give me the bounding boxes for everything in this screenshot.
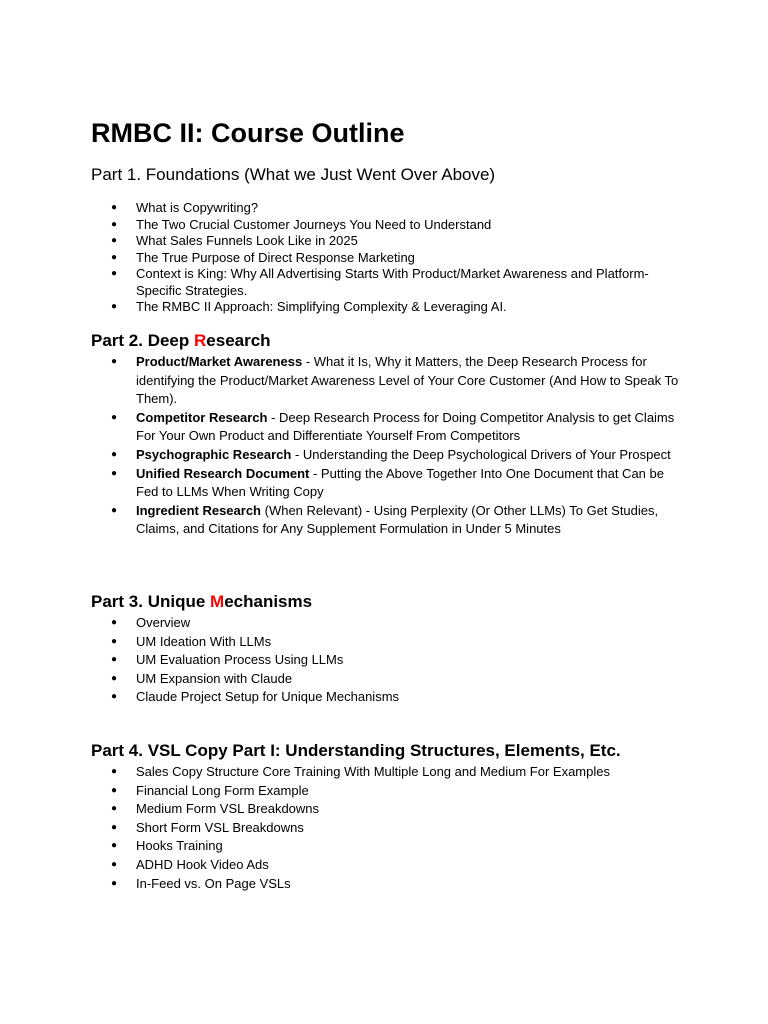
list-item <box>111 353 686 409</box>
list-item-text: The RMBC II Approach: Simplifying Complexity & Leveraging AI. <box>136 299 507 314</box>
part-4-list <box>111 763 686 893</box>
list-item <box>111 233 686 250</box>
list-item-text: - What it Is, Why it Matters, the Deep Research Process for identifying the Product/Market Awareness Level of Your Core Customer (And How to Speak To Them). <box>136 354 679 407</box>
list-item <box>111 651 686 670</box>
list-item-bold: Product/Market Awareness <box>136 354 303 369</box>
list-item <box>111 633 686 652</box>
list-item-text: Medium Form VSL Breakdowns <box>136 801 320 817</box>
list-item <box>111 670 686 689</box>
section-heading-part-1 <box>91 163 495 187</box>
section-heading-part-2-pre: Part 2. Deep <box>91 331 194 350</box>
list-item-text: What is Copywriting? <box>136 200 259 215</box>
list-item <box>111 782 686 801</box>
list-item <box>111 614 686 633</box>
list-item <box>111 266 686 299</box>
section-heading-part-4-text: Part 4. VSL Copy Part I: Understanding Structures, Elements, Etc. <box>91 741 621 760</box>
list-item <box>111 299 686 316</box>
list-item-text: ADHD Hook Video Ads <box>136 856 269 872</box>
list-item-text: - Deep Research Process for Doing Competitor Analysis to get Claims For Your Own Product and Differentiate Yourself From Competitors <box>136 409 675 444</box>
section-heading-part-3-pre: Part 3. Unique <box>91 592 211 611</box>
list-item-text: The True Purpose of Direct Response Marketing <box>136 249 415 265</box>
part-2-list <box>111 353 686 539</box>
list-item-text: Context is King: Why All Advertising Starts With Product/Market Awareness and Platform-Specific Strategies. <box>136 266 649 298</box>
section-heading-part-3-post: echanisms <box>224 592 313 611</box>
list-item-text: UM Ideation With LLMs <box>136 633 272 649</box>
list-item <box>111 800 686 819</box>
section-heading-part-3-accent: M <box>210 592 225 611</box>
section-heading-part-2-accent: R <box>194 331 207 350</box>
section-heading-part-1-text: Part 1. Foundations (What we Just Went Over Above) <box>91 165 496 184</box>
list-item <box>111 409 686 446</box>
list-item-text: Sales Copy Structure Core Training With Multiple Long and Medium For Examples <box>136 764 610 779</box>
part-3-list <box>111 614 686 707</box>
list-item-text: UM Evaluation Process Using LLMs <box>136 652 344 668</box>
section-heading-part-3 <box>91 590 312 614</box>
list-item-text: What Sales Funnels Look Like in 2025 <box>136 233 358 248</box>
list-item <box>111 250 686 267</box>
page-title: RMBC II: Course Outline <box>91 118 405 148</box>
list-item <box>111 819 686 838</box>
list-item-text: Financial Long Form Example <box>136 782 309 798</box>
list-item <box>111 875 686 894</box>
list-item-bold: Psychographic Research <box>136 446 292 462</box>
list-item <box>111 688 686 707</box>
list-item <box>111 217 686 234</box>
list-item <box>111 837 686 856</box>
list-item-text: Overview <box>136 615 191 630</box>
list-item-text: Hooks Training <box>136 838 223 854</box>
list-item <box>111 856 686 875</box>
list-item-text: The Two Crucial Customer Journeys You Need to Understand <box>136 216 492 232</box>
part-1-list <box>111 200 686 316</box>
section-heading-part-2 <box>91 329 271 353</box>
list-item-text: (When Relevant) - Using Perplexity (Or Other LLMs) To Get Studies, Claims, and Citations for Any Supplement Formulation in Under 5 Minutes <box>136 502 659 537</box>
list-item <box>111 763 686 782</box>
list-item-bold: Ingredient Research <box>136 502 261 518</box>
list-item-text: - Understanding the Deep Psychological Drivers of Your Prospect <box>291 446 671 462</box>
list-item-text: - Putting the Above Together Into One Document that Can be Fed to LLMs When Writing Copy <box>136 465 664 500</box>
list-item-text: Claude Project Setup for Unique Mechanisms <box>136 689 400 705</box>
list-item-bold: Competitor Research <box>136 409 268 425</box>
list-item-text: Short Form VSL Breakdowns <box>136 819 304 835</box>
list-item <box>111 446 686 465</box>
list-item-bold: Unified Research Document <box>136 465 310 481</box>
list-item-text: UM Expansion with Claude <box>136 670 293 686</box>
section-heading-part-2-post: esearch <box>206 331 271 350</box>
list-item <box>111 200 686 217</box>
list-item-text: In-Feed vs. On Page VSLs <box>136 875 291 891</box>
section-heading-part-4 <box>91 739 621 763</box>
list-item <box>111 465 686 502</box>
list-item <box>111 502 686 539</box>
